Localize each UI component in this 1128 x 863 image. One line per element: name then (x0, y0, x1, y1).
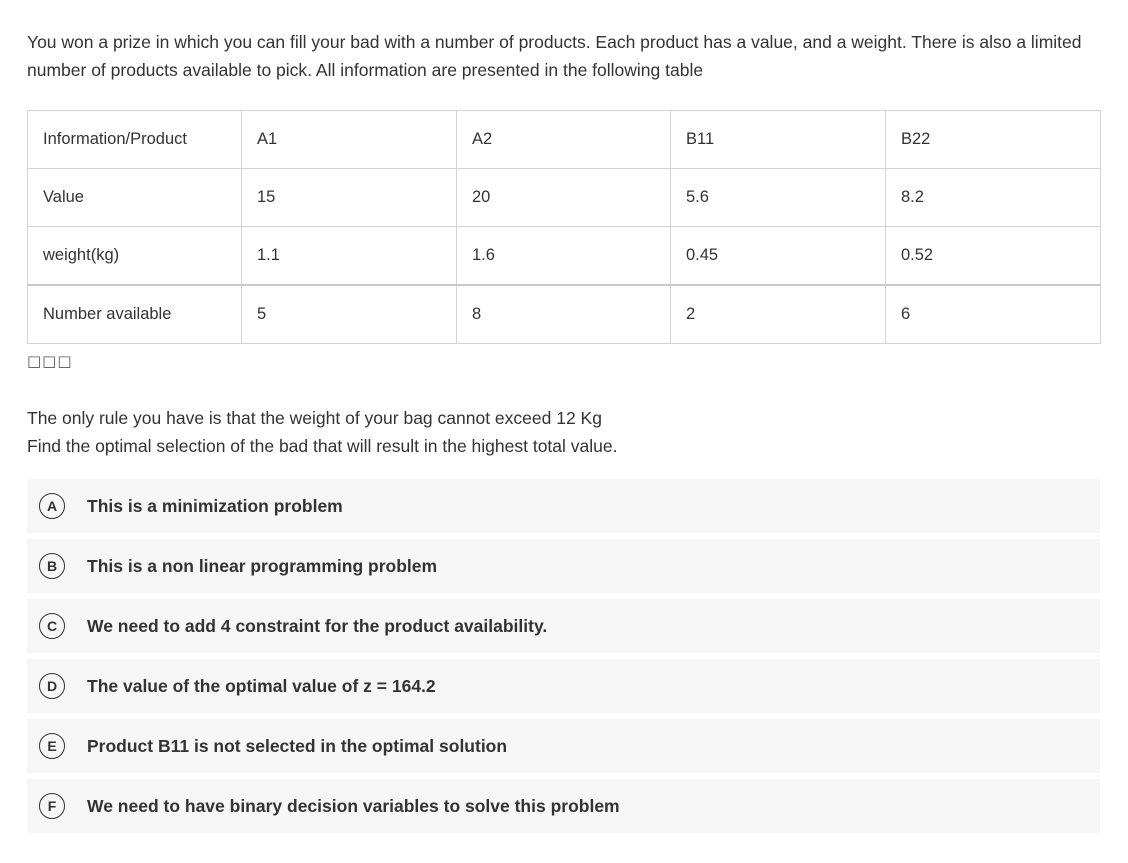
table-row (28, 111, 1101, 169)
table-cell: 5.6 (671, 169, 886, 227)
choice-letter-badge: C (39, 613, 65, 639)
rule-line: Find the optimal selection of the bad that will result in the highest total value. (27, 436, 618, 456)
choice-letter-badge: E (39, 733, 65, 759)
choice-letter-badge: F (39, 793, 65, 819)
table-cell: Number available (28, 285, 242, 344)
choice-label: Product B11 is not selected in the optimal solution (87, 735, 508, 756)
missing-glyphs-text: □□□ (27, 352, 73, 370)
choice-b[interactable] (27, 539, 1100, 593)
table-cell: A2 (457, 111, 671, 169)
table-cell: 8.2 (886, 169, 1101, 227)
table-cell: 1.1 (242, 227, 457, 286)
choice-a[interactable] (27, 479, 1100, 533)
table-cell: 2 (671, 285, 886, 344)
table-row (28, 169, 1101, 227)
choice-letter-badge: D (39, 673, 65, 699)
table-cell: B22 (886, 111, 1101, 169)
table-cell: 6 (886, 285, 1101, 344)
table-cell: 5 (242, 285, 457, 344)
choice-label: The value of the optimal value of z = 164.2 (87, 675, 436, 696)
table-cell: weight(kg) (28, 227, 242, 286)
table-cell: 0.52 (886, 227, 1101, 286)
choice-label: We need to have binary decision variables to solve this problem (87, 795, 620, 816)
table-cell: B11 (671, 111, 886, 169)
choice-letter-badge: B (39, 553, 65, 579)
table-cell: A1 (242, 111, 457, 169)
choice-label: This is a minimization problem (87, 495, 343, 516)
table-cell: Value (28, 169, 242, 227)
question-rule (27, 404, 617, 460)
choice-e[interactable] (27, 719, 1100, 773)
choice-f[interactable] (27, 779, 1100, 833)
choice-letter-badge: A (39, 493, 65, 519)
question-intro: You won a prize in which you can fill your bad with a number of products. Each product has a value, and a weight. There is also a limited number of products available to pick. All information are presented in the following table (27, 32, 1082, 80)
table-cell: 15 (242, 169, 457, 227)
rule-line: The only rule you have is that the weight of your bag cannot exceed 12 Kg (27, 408, 602, 428)
table-cell: 8 (457, 285, 671, 344)
product-table (27, 110, 1101, 344)
choice-d[interactable] (27, 659, 1100, 713)
table-cell: 20 (457, 169, 671, 227)
choice-c[interactable] (27, 599, 1100, 653)
table-row (28, 227, 1101, 286)
table-row (28, 285, 1101, 344)
table-cell: 0.45 (671, 227, 886, 286)
answer-choices (27, 479, 1100, 839)
choice-label: We need to add 4 constraint for the product availability. (87, 615, 548, 636)
table-cell: 1.6 (457, 227, 671, 286)
table-cell: Information/Product (28, 111, 242, 169)
choice-label: This is a non linear programming problem (87, 555, 438, 576)
